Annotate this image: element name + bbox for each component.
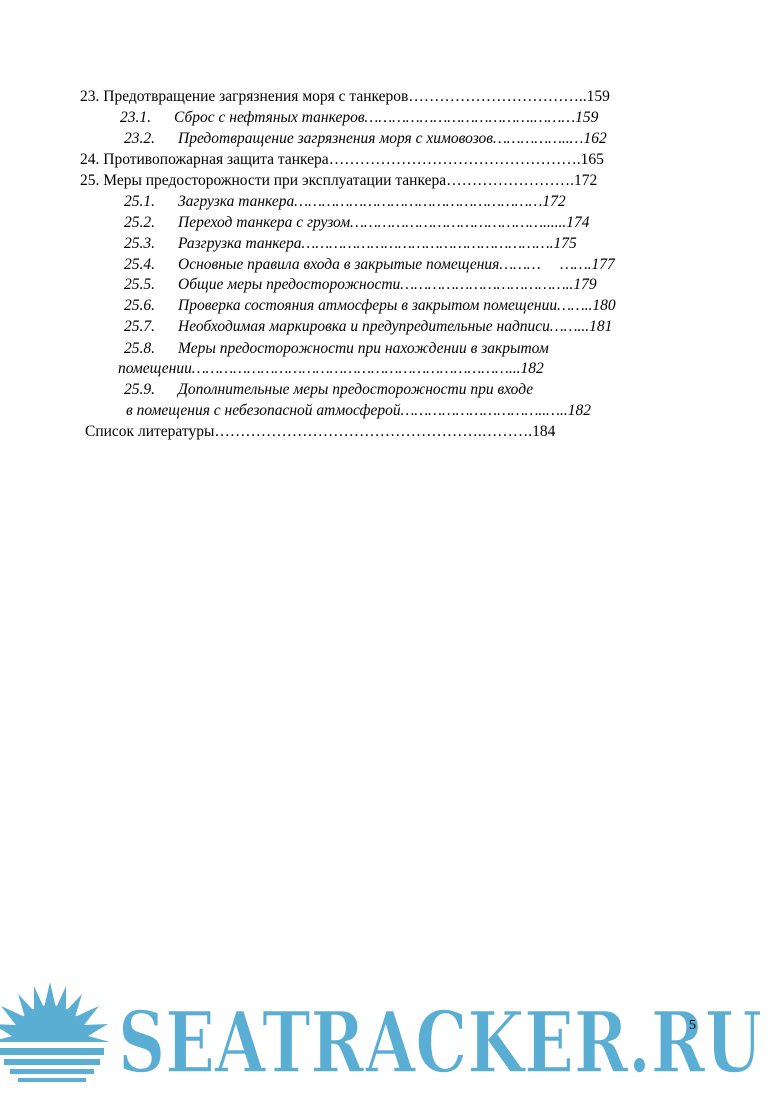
toc-entry-text: в помещения с небезопасной атмосферой…………………………..…..182 — [126, 402, 591, 419]
toc-entry-text: Переход танкера с грузом……………………………………......174 — [178, 214, 590, 231]
toc-entry-number: 25.7. — [124, 318, 155, 335]
toc-entry-number: 25.4. — [124, 256, 155, 273]
toc-entry-text: Дополнительные меры предосторожности при входе — [178, 381, 534, 398]
toc-entry-25-2 — [124, 213, 590, 233]
toc-entry-25 — [80, 171, 597, 191]
sun-icon — [0, 982, 110, 1082]
logo-text: SEATRACKER.RU — [118, 993, 762, 1092]
toc-entry-text: Меры предосторожности при нахождении в закрытом — [178, 340, 549, 357]
toc-entry-number: 23.1. — [120, 109, 151, 126]
toc-entry-25-8 — [124, 339, 549, 359]
sun-horizon-2 — [4, 1059, 100, 1065]
sun-horizon-4 — [18, 1078, 86, 1082]
toc-entry-24 — [80, 150, 604, 170]
toc-entry-text: Основные правила входа в закрытые помещения……… …….177 — [178, 256, 615, 273]
toc-entry-text: 25. Меры предосторожности при эксплуатации танкера…………………….172 — [80, 172, 598, 189]
toc-entry-25-1 — [124, 192, 566, 212]
toc-entry-text: Сброс с нефтяных танкеров……………………………….………159 — [174, 109, 599, 126]
sun-horizon-3 — [10, 1069, 94, 1074]
toc-entry-text: Необходимая маркировка и предупредительные надписи……...181 — [178, 318, 613, 335]
toc-entry-25-8-continued — [118, 359, 544, 379]
toc-entry-23-2 — [124, 129, 607, 149]
page-number: 5 — [689, 1018, 696, 1033]
toc-entry-25-9 — [124, 380, 533, 400]
toc-entry-number: 25.1. — [124, 193, 155, 210]
toc-entry-23-1 — [120, 108, 598, 128]
toc-entry-25-3 — [124, 234, 577, 254]
toc-entry-25-4 — [124, 255, 615, 275]
toc-entry-23 — [80, 87, 610, 107]
toc-entry-25-9-continued — [126, 401, 591, 421]
toc-entry-references — [85, 422, 555, 442]
toc-entry-25-7 — [124, 317, 612, 337]
toc-entry-text: 24. Противопожарная защита танкера………………………………………….165 — [80, 151, 604, 168]
toc-entry-25-5 — [124, 275, 597, 295]
toc-entry-25-6 — [124, 296, 616, 316]
toc-entry-number: 25.9. — [124, 381, 155, 398]
toc-entry-text: Разгрузка танкера……………………………………………….175 — [178, 235, 577, 252]
toc-entry-number: 25.8. — [124, 340, 155, 357]
sun-horizon-1 — [0, 1048, 104, 1055]
toc-entry-number: 25.6. — [124, 297, 155, 314]
toc-entry-text: Список литературы…………………………………………….……….184 — [85, 423, 556, 440]
toc-entry-number: 23.2. — [124, 130, 155, 147]
toc-entry-text: помещении……………………………………………………………...182 — [118, 360, 544, 377]
toc-entry-number: 25.2. — [124, 214, 155, 231]
toc-entry-text: 23. Предотвращение загрязнения моря с танкеров……………………………..159 — [80, 88, 610, 105]
toc-entry-number: 25.5. — [124, 276, 155, 293]
toc-entry-text: Предотвращение загрязнения моря с химовозов……………..…162 — [178, 130, 607, 147]
toc-entry-text: Проверка состояния атмосферы в закрытом помещении……..180 — [178, 297, 616, 314]
seatracker-logo — [0, 978, 774, 1095]
toc-entry-text: Загрузка танкера………………………………………………172 — [178, 193, 566, 210]
toc-entry-number: 25.3. — [124, 235, 155, 252]
toc-entry-text: Общие меры предосторожности………………………………..179 — [178, 276, 597, 293]
